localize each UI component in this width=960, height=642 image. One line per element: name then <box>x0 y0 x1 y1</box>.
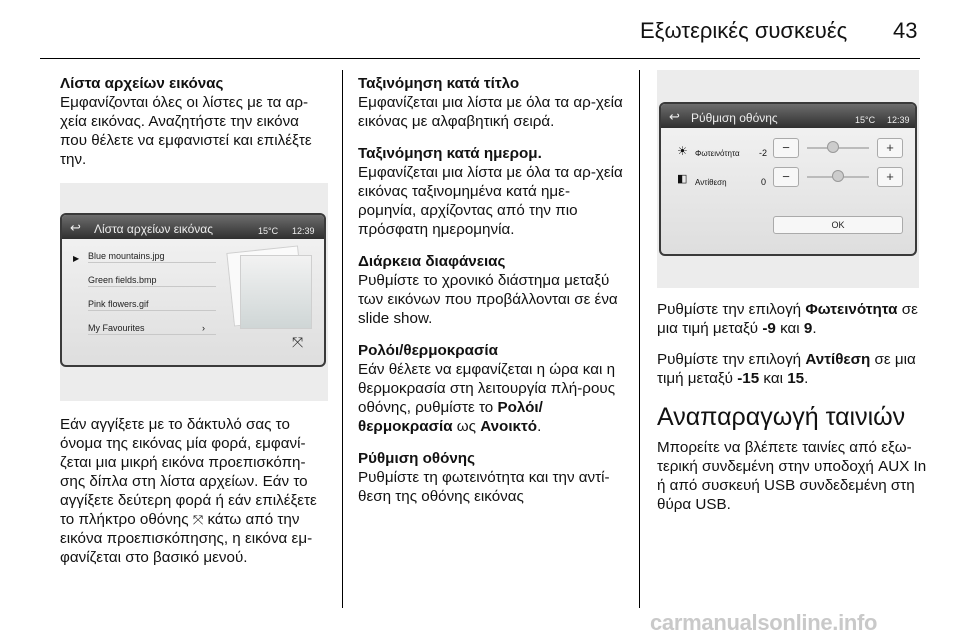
image-list-body: Εάν αγγίξετε με το δάκτυλό σας το όνομα της εικόνας μία φορά, εμφανί-ζεται μια μικρή εικόνα προεπισκόπη-σης δίπλα στη λίστα αρχείων. Εάν το αγγίξετε δεύτερη φορά ή εάν επιλέξετε το πλήκτρο οθόνης ⤧ κάτω από την εικόνα προεπισκόπησης, η εικόνα εμ-φανίζεται στο βασικό μενού. <box>60 416 317 566</box>
file-list-item[interactable]: My Favourites <box>88 319 216 335</box>
section-text: Ρυθμίστε το χρονικό διάστημα μεταξύ των εικόνων που προβάλλονται σε ένα slide show. <box>358 272 618 327</box>
fullscreen-icon: ⤧ <box>192 512 204 527</box>
contrast-decrease-button[interactable]: − <box>773 167 799 187</box>
section-title-movie-playback: Αναπαραγωγή ταινιών <box>657 403 906 431</box>
contrast-increase-button[interactable]: + <box>877 167 903 187</box>
brightness-increase-button[interactable]: + <box>877 138 903 158</box>
file-list-item[interactable]: Green fields.bmp <box>88 271 216 287</box>
image-list-intro: Εμφανίζονται όλες οι λίστες με τα αρ-χεία εικόνας. Αναζητήστε την εικόνα που θέλετε να εμφανιστεί και επιλέξτε την. <box>60 94 312 168</box>
chevron-right-icon: › <box>202 323 205 333</box>
section-heading: Ρολόι/θερμοκρασία <box>358 342 498 359</box>
contrast-icon: ◧ <box>677 173 688 185</box>
screen-title-bar <box>661 104 915 128</box>
screen-clock: 12:39 <box>887 115 910 125</box>
file-list-item[interactable]: Pink flowers.gif <box>88 295 216 311</box>
screen-title: Ρύθμιση οθόνης <box>691 111 778 125</box>
image-list-screenshot <box>60 183 328 401</box>
play-indicator-icon: ▶ <box>73 254 80 263</box>
brightness-value: -2 <box>759 148 768 158</box>
header-divider <box>40 58 920 59</box>
section-text: Εάν θέλετε να εμφανίζεται η ώρα και η θερμοκρασία στη λειτουργία πλή-ρους οθόνης, ρυθμίστε το Ρολόι/θερμοκρασία ως Ανοικτό. <box>358 361 616 435</box>
section-text: Εμφανίζεται μια λίστα με όλα τα αρ-χεία εικόνας ταξινομημένα κατά ημε-ρομηνία, αρχίζοντας από την πιο πρόσφατη ημερομηνία. <box>358 164 623 238</box>
screen-temperature: 15°C <box>855 115 876 125</box>
brightness-decrease-button[interactable]: − <box>773 138 799 158</box>
page-header-title: Εξωτερικές συσκευές <box>640 18 848 43</box>
contrast-label: Αντίθεση <box>695 178 727 187</box>
file-list-item[interactable]: Blue mountains.jpg <box>88 247 216 263</box>
section-display-settings <box>358 449 626 506</box>
screen-temperature: 15°C <box>258 226 279 236</box>
section-heading: Ταξινόμηση κατά ημερομ. <box>358 145 542 162</box>
screen-title-bar <box>62 215 324 239</box>
brightness-label: Φωτεινότητα <box>695 149 740 158</box>
screen-clock: 12:39 <box>292 226 315 236</box>
preview-thumbnail[interactable] <box>240 255 312 329</box>
brightness-icon: ☀ <box>677 144 688 158</box>
back-arrow-icon: ↩ <box>669 109 680 124</box>
section-text: Ρυθμίστε τη φωτεινότητα και την αντί-θεση της οθόνης εικόνας <box>358 469 610 505</box>
ok-button[interactable]: OK <box>773 216 903 234</box>
brightness-instruction: Ρυθμίστε την επιλογή Φωτεινότητα σε μια τιμή μεταξύ -9 και 9. <box>657 301 918 337</box>
section-heading: Διάρκεια διαφάνειας <box>358 253 506 270</box>
section-heading-image-list: Λίστα αρχείων εικόνας <box>60 75 224 92</box>
movie-playback-text: Μπορείτε να βλέπετε ταινίες από εξω-τερική συνδεμένη στην υποδοχή AUX In ή από συσκευή USB συνδεδεμένη στη θύρα USB. <box>657 439 927 513</box>
column-3 <box>657 74 929 514</box>
section-text: Εμφανίζεται μια λίστα με όλα τα αρ-χεία εικόνας με αλφαβητική σειρά. <box>358 94 623 130</box>
section-sort-title <box>358 74 626 131</box>
section-sort-date <box>358 144 626 239</box>
display-settings-screenshot <box>657 70 919 288</box>
column-divider-1 <box>342 70 343 608</box>
watermark: carmanualsonline.info <box>650 610 878 635</box>
brightness-slider-knob[interactable] <box>827 141 839 153</box>
fullscreen-icon[interactable]: ⤧ <box>292 334 304 350</box>
section-slide-duration <box>358 252 626 328</box>
section-heading: Ρύθμιση οθόνης <box>358 450 475 467</box>
contrast-instruction: Ρυθμίστε την επιλογή Αντίθεση σε μια τιμή μεταξύ -15 και 15. <box>657 351 916 387</box>
screen-title: Λίστα αρχείων εικόνας <box>94 222 213 236</box>
section-clock-temperature <box>358 341 626 436</box>
page-number: 43 <box>893 18 918 43</box>
column-1 <box>60 74 328 567</box>
column-2 <box>358 74 626 519</box>
back-arrow-icon: ↩ <box>70 220 81 235</box>
section-heading: Ταξινόμηση κατά τίτλο <box>358 75 520 92</box>
contrast-slider-knob[interactable] <box>832 170 844 182</box>
column-divider-2 <box>639 70 640 608</box>
contrast-value: 0 <box>761 177 767 187</box>
